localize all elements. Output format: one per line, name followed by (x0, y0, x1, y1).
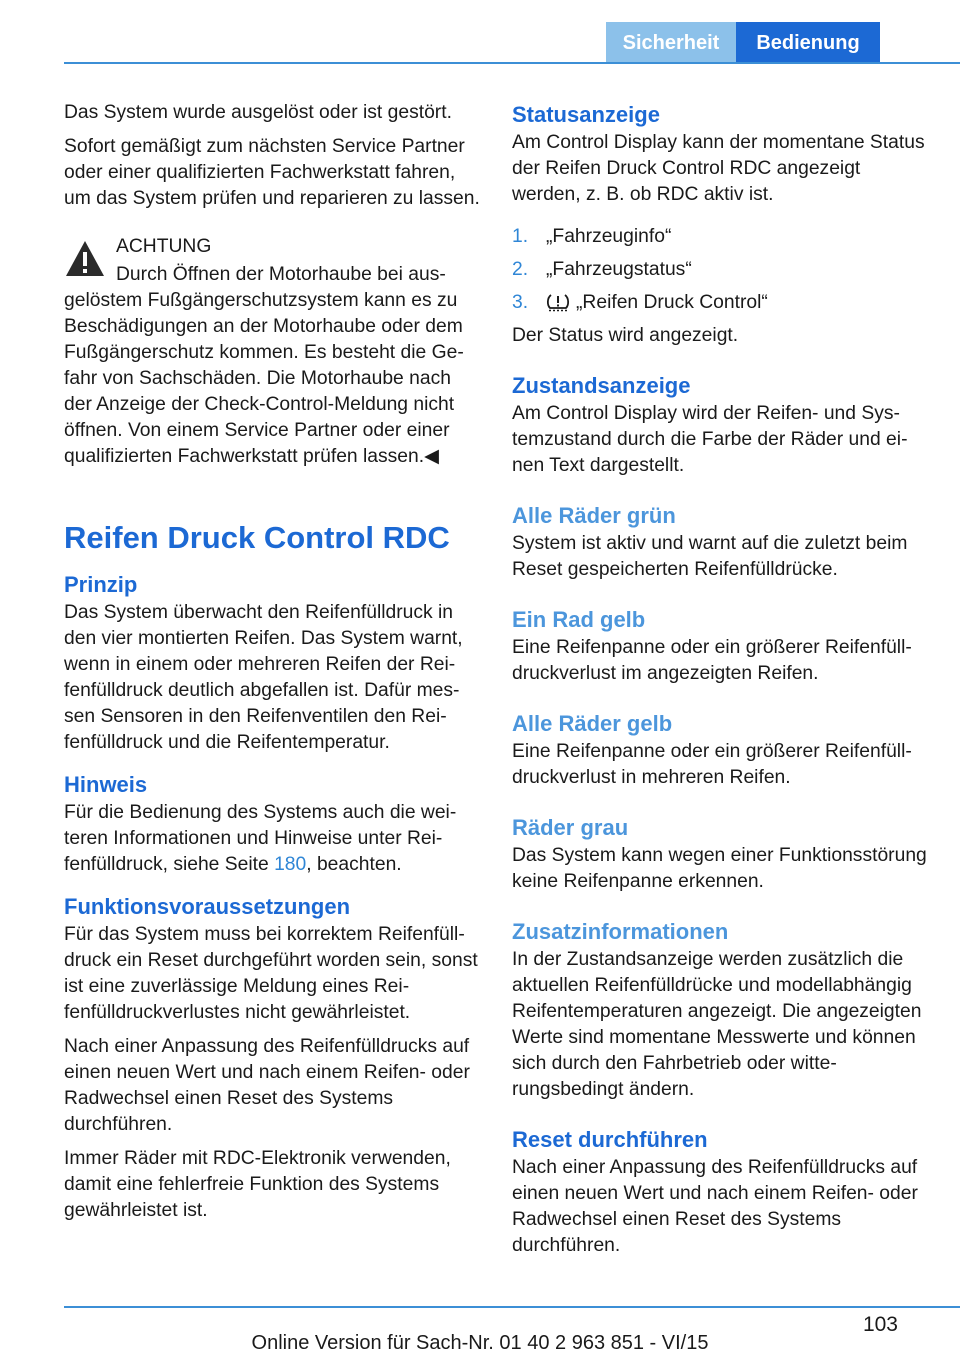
prinzip-text: Das System überwacht den Reifenfülldruck in den vier montierten Reifen. Das System warnt, wenn in einem oder mehreren Reifen der Reifenfülldruck deutlich abgefallen ist. Dafür messen Sensoren in den Reifenventilen den Reifenfülldruck und die Reifentemperatur. (64, 602, 463, 753)
reset-text: Nach einer Anpassung des Reifenfülldrucks auf einen neuen Wert und nach einem Reifen- oder Radwechsel einen Reset des Systems durchführen. (512, 1157, 918, 1256)
gruen-heading: Alle Räder grün (512, 503, 676, 528)
warning-icon (64, 238, 106, 280)
footer-rule (64, 1306, 960, 1308)
page-link-180[interactable]: 180 (274, 854, 307, 875)
step-text: „Fahrzeuginfo“ (546, 226, 672, 247)
main-heading: Reifen Druck Control RDC (64, 520, 450, 555)
prinzip-heading: Prinzip (64, 572, 138, 597)
zustand-text: Am Control Display wird der Reifen- und Systemzustand durch die Farbe der Räder und einen Text dargestellt. (512, 403, 908, 476)
page-number: 103 (862, 1313, 898, 1336)
zusatz-text: In der Zustandsanzeige werden zusätzlich die aktuellen Reifenfülldrücke und modellabhängig Reifentemperaturen angezeigt. Die angezeigten Werte sind momentane Messwerte und können sich durch den Fahrbetrieb oder witterungsbedingt ändern. (512, 949, 922, 1100)
warning-title: ACHTUNG (116, 236, 212, 257)
step-number: 3. (512, 292, 529, 313)
steps-list (512, 224, 932, 323)
step-3 (512, 290, 932, 323)
paragraph: Das System wurde ausgelöst oder ist gestört. (64, 102, 452, 123)
grau-heading: Räder grau (512, 815, 629, 840)
header-rule (64, 62, 960, 64)
footer-online-version: Online Version für Sach-Nr. 01 40 2 963 851 - VI/15 (251, 1332, 709, 1354)
status-text: Am Control Display kann der momentane Status der Reifen Druck Control RDC angezeigt werden, z. B. ob RDC aktiv ist. (512, 132, 925, 205)
step-text: „Fahrzeugstatus“ (546, 259, 692, 280)
allegelb-text: Eine Reifenpanne oder ein größerer Reifenfülldruckverlust in mehreren Reifen. (512, 741, 912, 788)
warning-box (64, 234, 480, 470)
allegelb-heading: Alle Räder gelb (512, 711, 673, 736)
einrad-heading: Ein Rad gelb (512, 607, 646, 632)
status-heading: Statusanzeige (512, 102, 660, 127)
step-2 (512, 257, 932, 290)
right-column (512, 100, 932, 1259)
tab-sicherheit[interactable]: Sicherheit (606, 22, 736, 62)
paragraph: Für das System muss bei korrektem Reifenfülldruck ein Reset durchgeführt worden sein, sonst ist eine zuverlässige Meldung eines Reifenfülldruckverlustes nicht gewährleistet. (64, 924, 478, 1023)
reset-heading: Reset durchführen (512, 1127, 708, 1152)
status-result: Der Status wird angezeigt. (512, 325, 739, 346)
paragraph: Nach einer Anpassung des Reifenfülldrucks auf einen neuen Wert und nach einem Reifen- oder Radwechsel einen Reset des Systems durchführen. (64, 1036, 470, 1135)
zusatz-heading: Zusatzinformationen (512, 919, 729, 944)
tire-pressure-icon (546, 292, 570, 312)
left-column (64, 100, 480, 1224)
funktion-heading: Funktionsvoraussetzungen (64, 894, 351, 919)
hinweis-text: Für die Bedienung des Systems auch die weiteren Informationen und Hinweise unter Reifenfülldruck, siehe Seite 180, beachten. (64, 802, 457, 875)
step-number: 1. (512, 226, 529, 247)
paragraph: Immer Räder mit RDC-Elektronik verwenden, damit eine fehlerfreie Funktion des Systems gewährleistet ist. (64, 1148, 451, 1221)
step-text: „Reifen Druck Control“ (576, 292, 768, 313)
tab-bedienung[interactable]: Bedienung (736, 22, 880, 62)
grau-text: Das System kann wegen einer Funktionsstörung keine Reifenpanne erkennen. (512, 845, 927, 892)
einrad-text: Eine Reifenpanne oder ein größerer Reifenfülldruckverlust im angezeigten Reifen. (512, 637, 912, 684)
gruen-text: System ist aktiv und warnt auf die zuletzt beim Reset gespeicherten Reifenfülldrücke. (512, 533, 908, 580)
hinweis-heading: Hinweis (64, 772, 148, 797)
zustand-heading: Zustandsanzeige (512, 373, 691, 398)
warning-text: Durch Öffnen der Motorhaube bei ausgelöstem Fußgängerschutzsystem kann es zu Beschädigungen an der Motorhaube oder dem Fußgängerschutz kommen. Es besteht die Gefahr von Sachschäden. Die Motorhaube nach der Anzeige der Check-Control-Meldung nicht öffnen. Von einem Service Partner oder einer qualifizierten Fachwerkstatt prüfen lassen.◀ (64, 264, 464, 467)
step-number: 2. (512, 259, 529, 280)
step-1 (512, 224, 932, 257)
paragraph: Sofort gemäßigt zum nächsten Service Partner oder einer qualifizierten Fachwerkstatt fahren, um das System prüfen und reparieren zu lassen. (64, 136, 480, 209)
